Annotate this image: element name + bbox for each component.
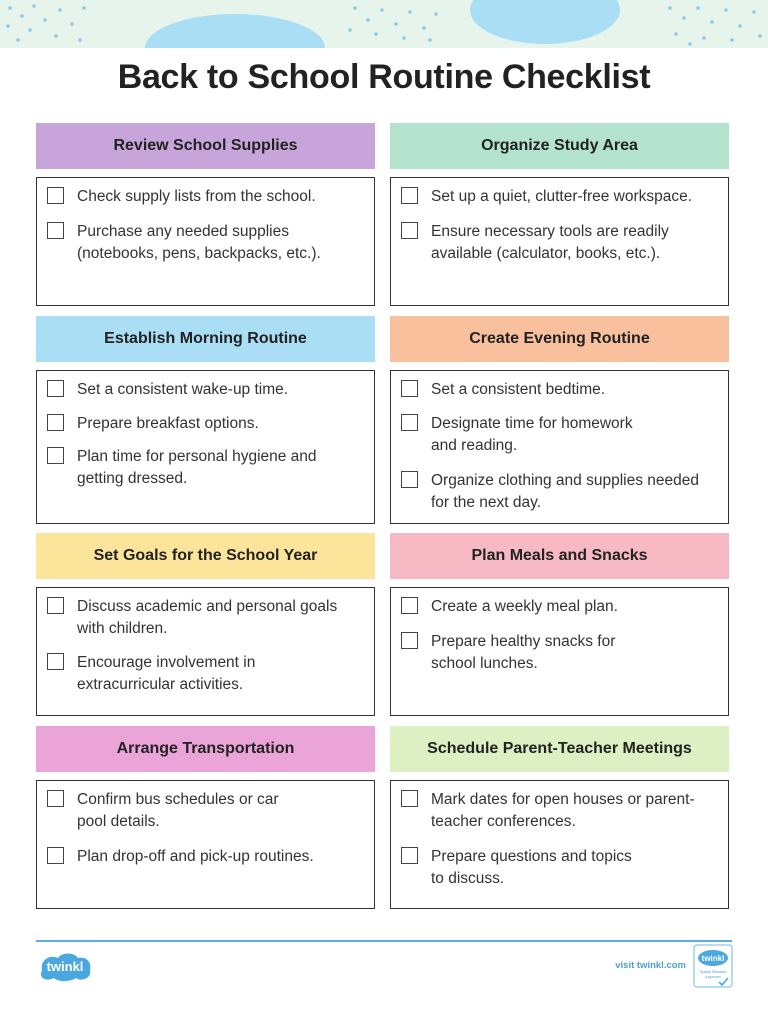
section-header: Review School Supplies (36, 123, 375, 169)
checkbox[interactable] (401, 187, 418, 204)
section-6 (390, 533, 729, 716)
checklist-item (47, 789, 279, 833)
checklist-item-text: Prepare breakfast options. (77, 415, 259, 432)
checkbox[interactable] (401, 380, 418, 397)
checklist-item-text: Designate time for homework and reading. (431, 415, 633, 454)
checklist-item (47, 413, 259, 435)
checkbox[interactable] (47, 187, 64, 204)
checklist-item-text: Mark dates for open houses or parent- teacher conferences. (431, 791, 695, 830)
checklist-item (47, 186, 316, 208)
section-4 (390, 316, 729, 524)
checklist-item (401, 846, 632, 890)
checkbox[interactable] (47, 653, 64, 670)
checklist-item (47, 446, 317, 490)
page-title: Back to School Routine Checklist (117, 58, 651, 96)
checkbox[interactable] (47, 414, 64, 431)
checkbox[interactable] (401, 632, 418, 649)
checklist-item (401, 186, 692, 208)
checklist-item-text: Plan drop-off and pick-up routines. (77, 848, 314, 865)
checklist-item-text: Organize clothing and supplies needed for the next day. (431, 472, 699, 511)
logo-text: twinkl (46, 959, 84, 974)
visit-website-link[interactable]: visit twinkl.com (615, 960, 686, 971)
checklist-item (47, 652, 255, 696)
checkbox[interactable] (401, 790, 418, 807)
checklist-item-text: Encourage involvement in extracurricular activities. (77, 654, 256, 693)
checkbox[interactable] (47, 380, 64, 397)
checklist-item (47, 846, 314, 868)
checklist-item (47, 379, 288, 401)
checklist-item (401, 413, 633, 457)
checklist-item-text: Confirm bus schedules or car pool details. (77, 791, 279, 830)
dots-pattern-decoration (0, 0, 768, 48)
checkbox[interactable] (47, 222, 64, 239)
checklist-item-text: Set a consistent bedtime. (431, 381, 606, 398)
checklist-item (401, 789, 695, 833)
badge-brand-text: twinkl (701, 954, 725, 963)
checkbox[interactable] (47, 447, 64, 464)
checklist-item-text: Prepare questions and topics to discuss. (431, 848, 632, 887)
checkbox[interactable] (47, 597, 64, 614)
checklist-item (401, 596, 618, 618)
checklist-box (36, 780, 375, 909)
checklist-item (401, 379, 605, 401)
checklist-item-text: Check supply lists from the school. (77, 188, 316, 205)
checklist-item-text: Set a consistent wake-up time. (77, 381, 289, 398)
section-header: Establish Morning Routine (36, 316, 375, 362)
footer-divider (36, 940, 732, 942)
section-header: Schedule Parent-Teacher Meetings (390, 726, 729, 772)
checklist-box (36, 370, 375, 524)
checklist-item (401, 221, 669, 265)
top-decorative-banner (0, 0, 768, 48)
checklist-item-text: Ensure necessary tools are readily available (calculator, books, etc.). (431, 223, 669, 262)
section-7 (36, 726, 375, 909)
checklist-box (390, 587, 729, 716)
section-header: Plan Meals and Snacks (390, 533, 729, 579)
checklist-box (36, 587, 375, 716)
section-5 (36, 533, 375, 716)
checklist-item (401, 631, 615, 675)
checkbox[interactable] (47, 847, 64, 864)
section-3 (36, 316, 375, 524)
checklist-item-text: Discuss academic and personal goals with children. (77, 598, 338, 637)
section-8 (390, 726, 729, 909)
checkbox[interactable] (401, 471, 418, 488)
checkbox[interactable] (401, 414, 418, 431)
section-header: Arrange Transportation (36, 726, 375, 772)
checklist-item-text: Prepare healthy snacks for school lunches. (431, 633, 616, 672)
checklist-item-text: Create a weekly meal plan. (431, 598, 618, 615)
checkbox[interactable] (401, 222, 418, 239)
badge-caption-line-2: Approved (705, 975, 721, 979)
section-2 (390, 123, 729, 306)
checklist-item-text: Purchase any needed supplies (notebooks, pens, backpacks, etc.). (77, 223, 321, 262)
section-header: Set Goals for the School Year (36, 533, 375, 579)
checkbox[interactable] (47, 790, 64, 807)
checkbox[interactable] (401, 847, 418, 864)
checklist-item (401, 470, 699, 514)
section-header: Organize Study Area (390, 123, 729, 169)
checklist-item-text: Plan time for personal hygiene and getting dressed. (77, 448, 317, 487)
checkbox[interactable] (401, 597, 418, 614)
checklist-box (390, 177, 729, 306)
quality-badge-icon (693, 944, 733, 988)
checklist-box (390, 370, 729, 524)
checklist-box (36, 177, 375, 306)
twinkl-logo (36, 950, 94, 982)
checklist-item-text: Set up a quiet, clutter-free workspace. (431, 188, 693, 205)
badge-caption-line-1: Quality Standard (699, 970, 727, 974)
section-1 (36, 123, 375, 306)
checklist-box (390, 780, 729, 909)
section-header: Create Evening Routine (390, 316, 729, 362)
checklist-item (47, 221, 321, 265)
checklist-item (47, 596, 337, 640)
